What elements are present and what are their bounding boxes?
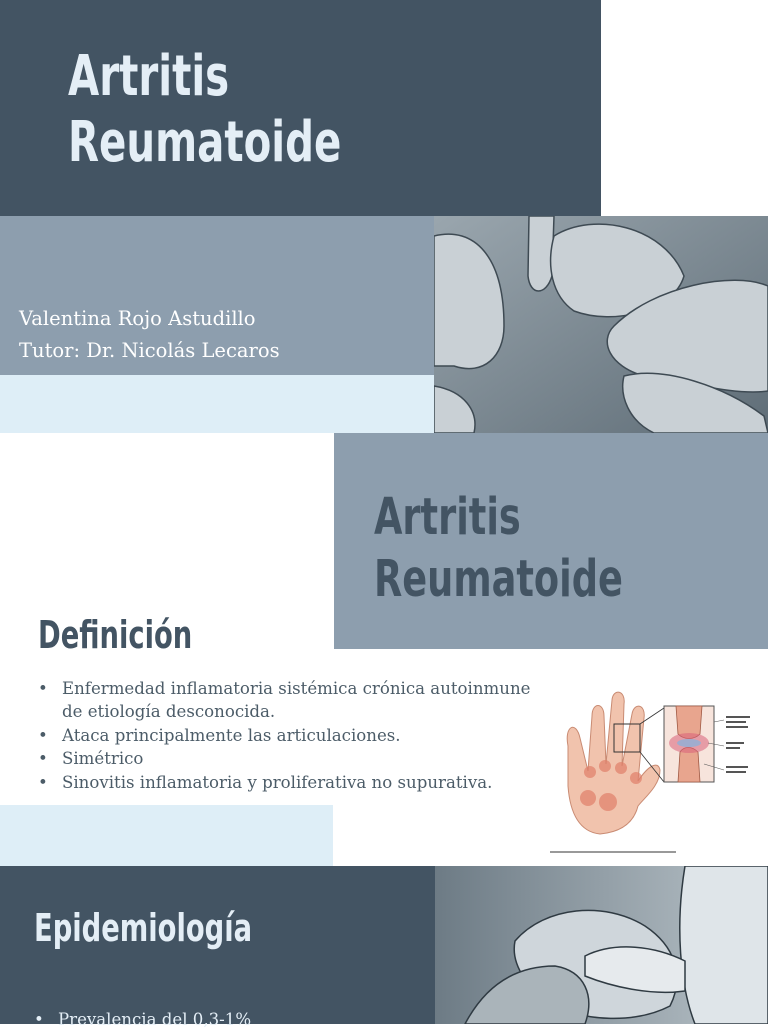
tutor-name: Tutor: Dr. Nicolás Lecaros: [19, 339, 280, 362]
decorative-strip: [0, 375, 434, 433]
bullet-marker: •: [38, 749, 48, 769]
bullet-marker: •: [38, 725, 48, 745]
arthritis-hand-illustration: [548, 686, 758, 858]
title-line-2: Reumatoide: [68, 110, 342, 175]
definition-heading: Definición: [38, 613, 193, 657]
decorative-strip: [0, 805, 333, 866]
bullet-marker: •: [34, 1010, 44, 1029]
epidemiology-heading: Epidemiología: [34, 906, 253, 950]
list-item: • Enfermedad inflamatoria sistémica crónica autoinmune de etiología desconocida.: [38, 679, 531, 722]
bullet-marker: •: [38, 679, 48, 698]
definition-list: [38, 677, 548, 794]
bullet-marker: •: [38, 772, 48, 792]
list-item: • Simétrico: [38, 747, 548, 770]
author-name: Valentina Rojo Astudillo: [19, 307, 256, 330]
title-line-1: Artritis: [374, 488, 521, 547]
title-line-2: Reumatoide: [374, 550, 623, 609]
list-item: • Ataca principalmente las articulaciones.: [38, 724, 548, 747]
slide-title: [374, 487, 623, 611]
list-item: • Prevalencia del 0,3-1%: [34, 1010, 252, 1029]
holding-hands-photo: [435, 866, 768, 1024]
epidemiology-list: [34, 1008, 251, 1031]
list-item: • Sinovitis inflamatoria y proliferativa no supurativa.: [38, 771, 548, 794]
presentation-title: [68, 44, 341, 176]
joined-hands-photo: [434, 216, 768, 433]
title-line-1: Artritis: [68, 44, 230, 109]
